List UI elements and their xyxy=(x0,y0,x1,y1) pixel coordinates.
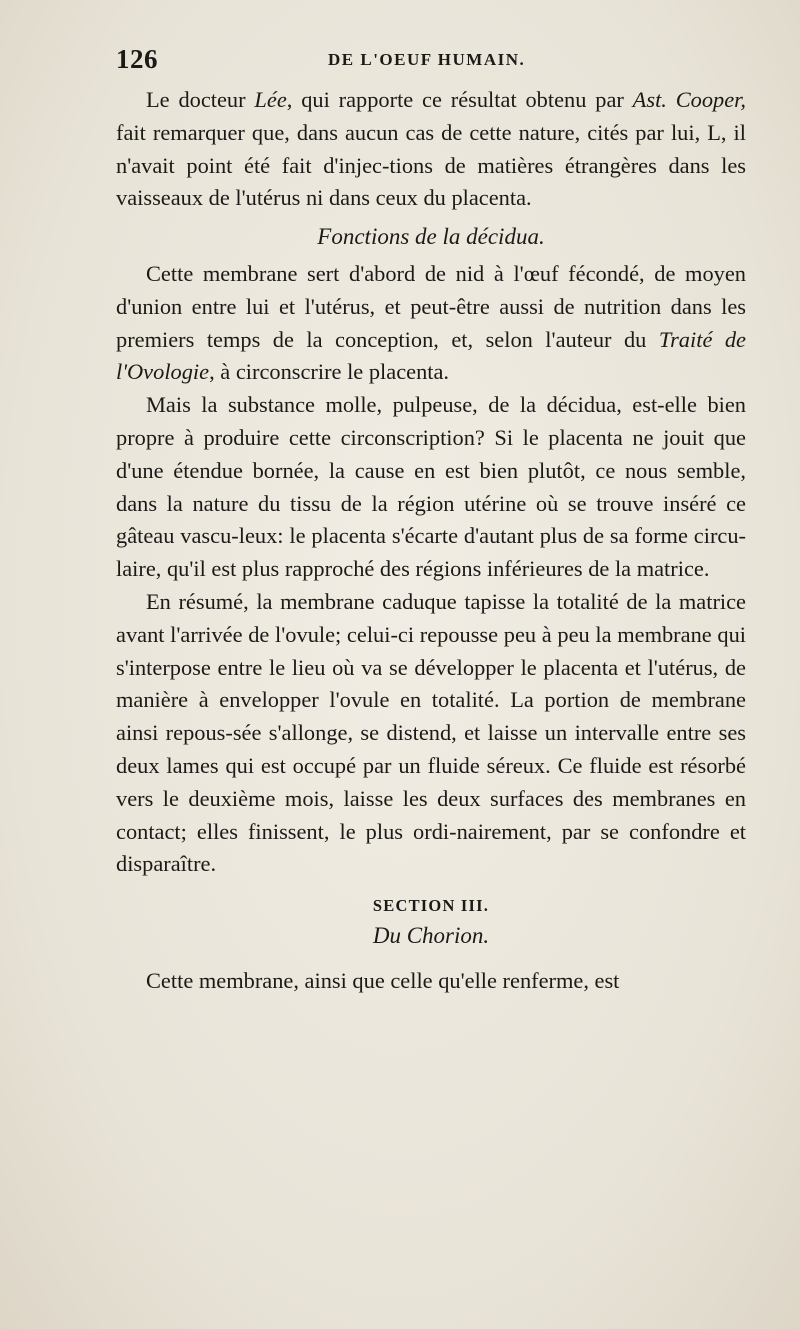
paragraph-5: Cette membrane, ainsi que celle qu'elle renferme, est xyxy=(146,968,620,994)
page-header xyxy=(116,44,746,80)
running-title: DE L'OEUF HUMAIN. xyxy=(328,50,526,69)
paragraph-1-part-1: Le docteur xyxy=(146,87,255,112)
paragraph-4: En résumé, la membrane caduque tapisse la totalité de la matrice avant l'arrivée de l'ovule; celui-ci repousse peu à peu la membrane qui s'interpose entre le lieu où va se développer le placenta et l'utérus, de manière à envelopper l'ovule en totalité. La portion de membrane ainsi repous-sée s'allonge, se distend, et laisse un intervalle entre ses deux lames qui est occupé par un fluide séreux. Ce fluide est résorbé vers le deuxième mois, laisse les deux surfaces des membranes en contact; elles finissent, le plus ordi-nairement, par se confondre et disparaître. xyxy=(116,588,746,877)
section-label: SECTION III. xyxy=(372,896,490,916)
paragraph-1-part-3: fait remarquer que, dans aucun cas de cette nature, cités par lui, L, il n'avait point été fait d'injec-tions de matières étrangères dans les vaisseaux de l'utérus ni dans ceux du placenta. xyxy=(116,119,746,211)
heading-fonctions-decidua: Fonctions de la décidua. xyxy=(317,224,545,250)
paragraph-1-part-2: , qui rapporte ce résultat obtenu par xyxy=(286,87,633,112)
page-number: 126 xyxy=(116,44,158,74)
heading-du-chorion: Du Chorion. xyxy=(372,923,490,949)
body-text xyxy=(116,84,746,998)
paragraph-2-part-2: , à circonscrire le placenta. xyxy=(209,359,450,385)
paragraph-2-part-1: Cette membrane sert d'abord de nid à l'œuf fécondé, de moyen d'union entre lui et l'utérus, et peut-être aussi de nutrition dans les premiers temps de la conception, et, selon l'auteur du xyxy=(116,260,746,352)
paragraph-2 xyxy=(116,258,746,389)
author-name-cooper: Ast. Cooper, xyxy=(632,87,746,112)
paragraph-3: Mais la substance molle, pulpeuse, de la décidua, est-elle bien propre à produire cette circonscription? Si le placenta ne jouit que d'une étendue bornée, la cause en est bien plutôt, ce nous semble, dans la nature du tissu de la région utérine où se trouve inséré ce gâteau vascu-leux: le placenta s'écarte d'autant plus de sa forme circu-laire, qu'il est plus rapproché des régions inférieures de la matrice. xyxy=(116,392,746,582)
book-title-ovologie: Traité de l'Ovologie xyxy=(116,326,746,385)
paragraph-1 xyxy=(116,84,746,215)
author-name-lee: Lée xyxy=(254,87,287,112)
